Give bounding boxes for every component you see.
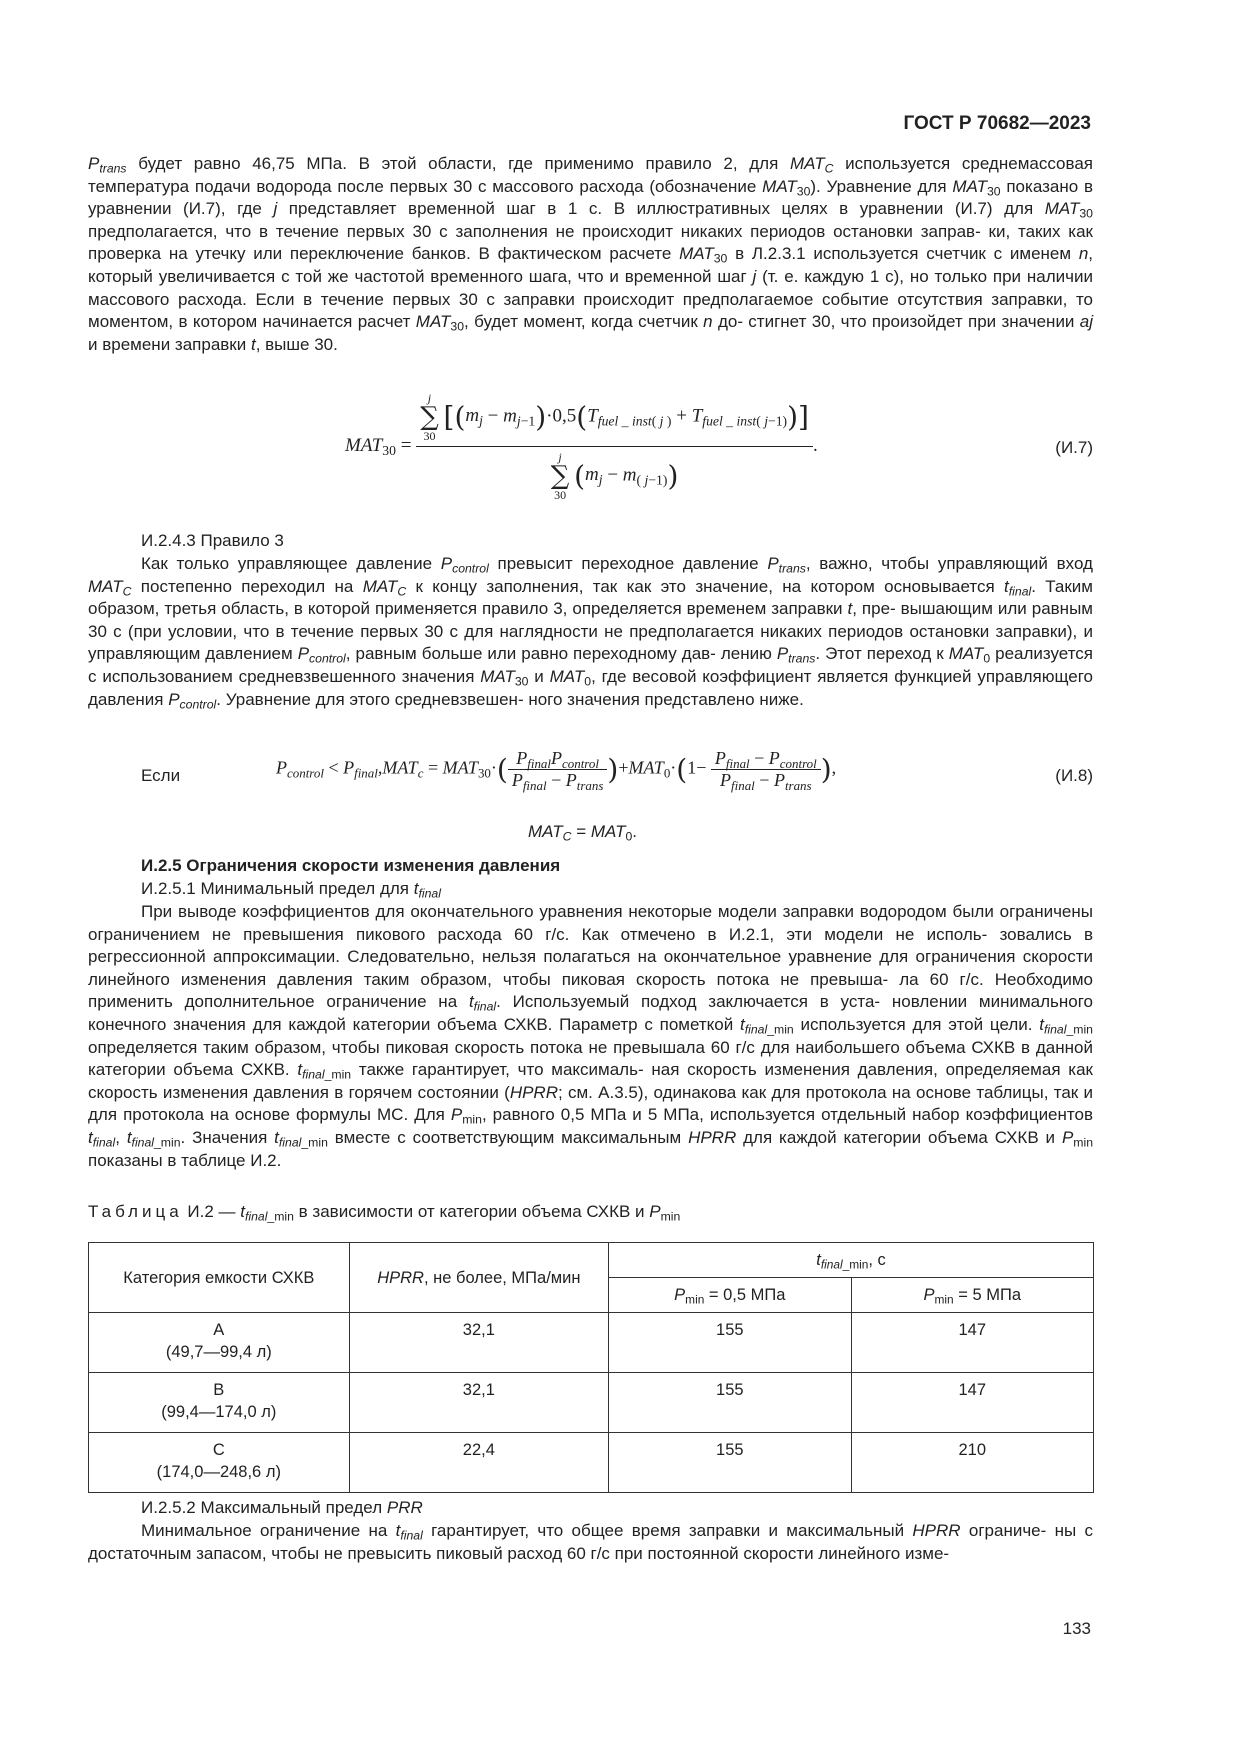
category-range: (99,4—174,0 л) (161, 1403, 277, 1421)
cell-p05: 155 (609, 1433, 851, 1493)
table-caption: Таблица И.2 — $t_{final\_min}$ в зависимости от категории объема СХКВ и $P_{min}$ (88, 1202, 681, 1224)
paragraph-max-limit: Минимальное ограничение на $t_{final}$ гарантирует, что общее время заправки и максимальный HPRR ограниче- ны с достаточным запасом, чтобы не превысить пиковый расход 60 г/с при постоянной скорости линейного изме- (88, 1521, 1094, 1563)
table-row (89, 1313, 1094, 1373)
paragraph-min-limit: При выводе коэффициентов для окончательного уравнения некоторые модели заправки водородом были ограничены ограничением не превышения пикового расхода 60 г/с. Как отмечено в И.2.1, эти модели не исполь- зовались в регрессионной аппроксимации. Следовательно, нельзя полагаться на окончательное уравнение для ограничения скорости линейного изменения давления таким образом, чтобы пиковая скорость потока не превыша- ла 60 г/с. Необходимо применить дополнительное ограничение на $t_{final}$. Используемый подход заключается в уста- новлении минимального конечного значения для каждой категории объема СХКВ. Параметр с пометкой $t_{final\_min}$ используется для этой цели. $t_{final\_min}$ определяется таким образом, чтобы пиковая скорость потока не превышала 60 г/с для наибольшего объема СХКВ в данной категории объема СХКВ. $t_{final\_min}$ также гарантирует, что максималь- ная скорость изменения давления, определяемая как скорость изменения давления в горячем состоянии (HPRR; см. А.3.5), одинакова как для протокола на основе таблицы, так и для протокола на основе формулы МС. Для $P_{min}$, равного 0,5 МПа и 5 МПа, используется отдельный набор коэффициентов $t_{final}$, $t_{final\_min}$. Значения $t_{final\_min}$ вместе с соответствующим максимальным HPRR для каждой категории объема СХКВ и $P_{min}$ показаны в таблице И.2. (88, 902, 1094, 1170)
cell-category (89, 1433, 350, 1493)
header-pmin-5: $P_{min} = 5$ МПа (851, 1278, 1093, 1313)
cell-category (89, 1313, 350, 1373)
subsection-heading-2: И.2.5.2 Максимальный предел PRR (141, 1498, 423, 1517)
equation-i8-if: Если (141, 766, 181, 785)
header-pmin-5-label: = 5 МПа (953, 1286, 1022, 1304)
table-caption-prefix: Таблица (88, 1202, 183, 1221)
rule3-heading: И.2.4.3 Правило 3 (141, 531, 284, 550)
cell-hprr: 32,1 (349, 1313, 608, 1373)
subsection-heading: И.2.5.1 Минимальный предел для $t_{final}$ (141, 879, 441, 901)
paragraph-p-trans: $P_{trans}$ будет равно 46,75 МПа. В этой области, где применимо правило 2, для $MAT_C$ используется среднемассовая температура подачи водорода после первых 30 с массового расхода (обозначение $MAT_{30}$). Уравнение для $MAT_{30}$ показано в уравнении (И.7), где j представляет временной шаг в 1 с. В иллюстративных целях в уравнении (И.7) для $MAT_{30}$ предполагается, что в течение первых 30 с заполнения не происходит никаких периодов остановки заправ- ки, таких как проверка на утечку или переключение банков. В фактическом расчете $MAT_{30}$ в Л.2.3.1 используется счетчик с именем n, который увеличивается с той же частотой временного шага, что и временной шаг j (т. е. каждую 1 с), но только при наличии массового расхода. Если в течение первых 30 с заправки происходит предполагаемое событие отсутствия заправки, то моментом, в котором начинается расчет $MAT_{30}$, будет момент, когда счетчик n до- стигнет 30, что произойдет при значении aj и времени заправки t, выше 30. (88, 154, 1094, 354)
header-tfinal: $t_{final\_min}$, с (609, 1243, 1094, 1278)
cell-category (89, 1373, 350, 1433)
category-range: (49,7—99,4 л) (165, 1343, 272, 1361)
cell-hprr: 22,4 (349, 1433, 608, 1493)
equation-i7-number: (И.7) (1055, 438, 1093, 457)
paragraph-rule3: Как только управляющее давление $P_{control}$ превысит переходное давление $P_{trans}$, важно, чтобы управляющий вход $MAT_C$ постепенно переходил на $MAT_C$ к концу заполнения, так как это значение, на котором основывается $t_{final}$. Таким образом, третья область, в которой применяется правило 3, определяется временем заправки t, пре- вышающим или равным 30 с (при условии, что в течение первых 30 с для наглядности не предполагается никаких периодов остановки заправки), и управляющим давлением $P_{control}$, равным больше или равно переходному дав- лению $P_{trans}$. Этот переход к $MAT_0$ реализуется с использованием средневзвешенного значения $MAT_{30}$ и $MAT_0$, где весовой коэффициент является функцией управляющего давления $P_{control}$. Уравнение для этого средневзвешен- ного значения представлено ниже. (88, 554, 1093, 712)
table-caption-text: в зависимости от категории объема СХКВ и (293, 1202, 650, 1221)
document-id: ГОСТ Р 70682—2023 (903, 113, 1091, 134)
equation-i8-number: (И.8) (1055, 766, 1093, 785)
equation-i8-condition: $MAT_C = MAT_0$. (528, 822, 638, 844)
cell-p5: 147 (851, 1313, 1093, 1373)
category-letter: В (213, 1381, 225, 1399)
data-table (88, 1242, 1094, 1493)
header-category: Категория емкости СХКВ (89, 1243, 350, 1313)
cell-p05: 155 (609, 1373, 851, 1433)
cell-p05: 155 (609, 1313, 851, 1373)
header-pmin-05: $P_{min} = 0,5$ МПа (609, 1278, 851, 1313)
equation-i8: $P_{control} < P_{final},MAT_c = MAT_{30}\cdot$( $\frac{P_{final}P_{control}}{P_{final} - P_{trans}}$ )$+MAT_0\cdot(1-$ $\frac{P_{final} - P_{control}}{P_{final} - P_{trans}}$ ), (276, 748, 837, 793)
equation-i7: $MAT_{30}$ = j ∑ 30 $[(m_j - m_{j-1})\cdot 0,5(T_{fuel \_ inst( j )} + T_{fuel \_ inst( j-1)})]$ j ∑ 30 $(m_j - m_{( j-1)})$ . (345, 391, 818, 502)
category-range: (174,0—248,6 л) (156, 1463, 281, 1481)
category-letter: С (212, 1441, 225, 1459)
cell-p5: 210 (851, 1433, 1093, 1493)
table-row (89, 1433, 1094, 1493)
table-header-row (89, 1243, 1094, 1278)
subsection-label: И.2.5.1 Минимальный предел для (141, 879, 414, 898)
category-letter: А (213, 1321, 225, 1339)
cell-hprr: 32,1 (349, 1373, 608, 1433)
header-hprr: HPRR, не более, МПа/мин (349, 1243, 608, 1313)
header-pmin-05-label: = 0,5 МПа (704, 1286, 786, 1304)
table-caption-number: И.2 — (182, 1202, 241, 1221)
page-number: 133 (1062, 1619, 1091, 1638)
section-heading: И.2.5 Ограничения скорости изменения давления (141, 856, 561, 875)
table-row (89, 1373, 1094, 1433)
cell-p5: 147 (851, 1373, 1093, 1433)
